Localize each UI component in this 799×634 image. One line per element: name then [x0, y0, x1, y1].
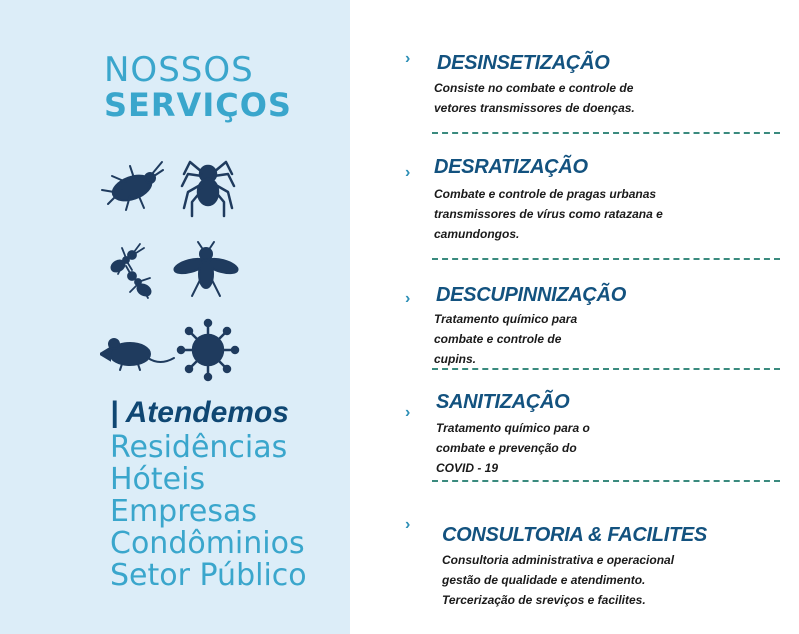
rat-icon	[100, 332, 176, 372]
atendemos-heading: | Atendemos	[110, 396, 289, 429]
atendemos-item: Residências	[110, 430, 288, 465]
service-title-descupinnizacao: DESCUPINNIZAÇÃO	[436, 284, 626, 306]
atendemos-list	[110, 432, 307, 592]
service-title-consultoria: CONSULTORIA & FACILITES	[442, 524, 707, 546]
service-description: Tratamento químico para combate e controle de cupins.	[434, 312, 578, 366]
chevron-right-icon: ›	[405, 164, 411, 181]
atendemos-item: Empresas	[110, 494, 257, 529]
chevron-right-icon: ›	[405, 404, 411, 421]
title-servicos: SERVIÇOS	[104, 86, 292, 124]
title-nossos: NOSSOS	[104, 50, 254, 90]
service-title-desratizacao: DESRATIZAÇÃO	[434, 156, 588, 178]
fly-icon	[172, 240, 240, 300]
chevron-right-icon: ›	[405, 290, 411, 307]
service-description: Combate e controle de pragas urbanas transmissores de vírus como ratazana e camundongos.	[434, 187, 663, 241]
divider	[432, 258, 780, 260]
service-description: Consultoria administrativa e operacional gestão de qualidade e atendimento. Tercerização de sreviços e facilites.	[442, 553, 675, 607]
atendemos-item: Setor Público	[110, 558, 307, 593]
cockroach-icon	[100, 160, 164, 212]
virus-icon	[176, 318, 240, 382]
divider	[432, 368, 780, 370]
service-title-sanitizacao: SANITIZAÇÃO	[436, 391, 570, 413]
service-description: Tratamento químico para o combate e prevenção do COVID - 19	[436, 421, 590, 475]
left-panel	[0, 0, 350, 634]
service-description: Consiste no combate e controle de vetores transmissores de doenças.	[434, 81, 635, 115]
atendemos-item: Hóteis	[110, 462, 206, 497]
divider	[432, 132, 780, 134]
chevron-right-icon: ›	[405, 516, 411, 533]
atendemos-item: Condôminios	[110, 526, 305, 561]
spider-icon	[180, 152, 236, 218]
divider	[432, 480, 780, 482]
service-title-desinsetizacao: DESINSETIZAÇÃO	[437, 52, 610, 74]
ants-icon	[104, 240, 164, 302]
chevron-right-icon: ›	[405, 50, 411, 67]
